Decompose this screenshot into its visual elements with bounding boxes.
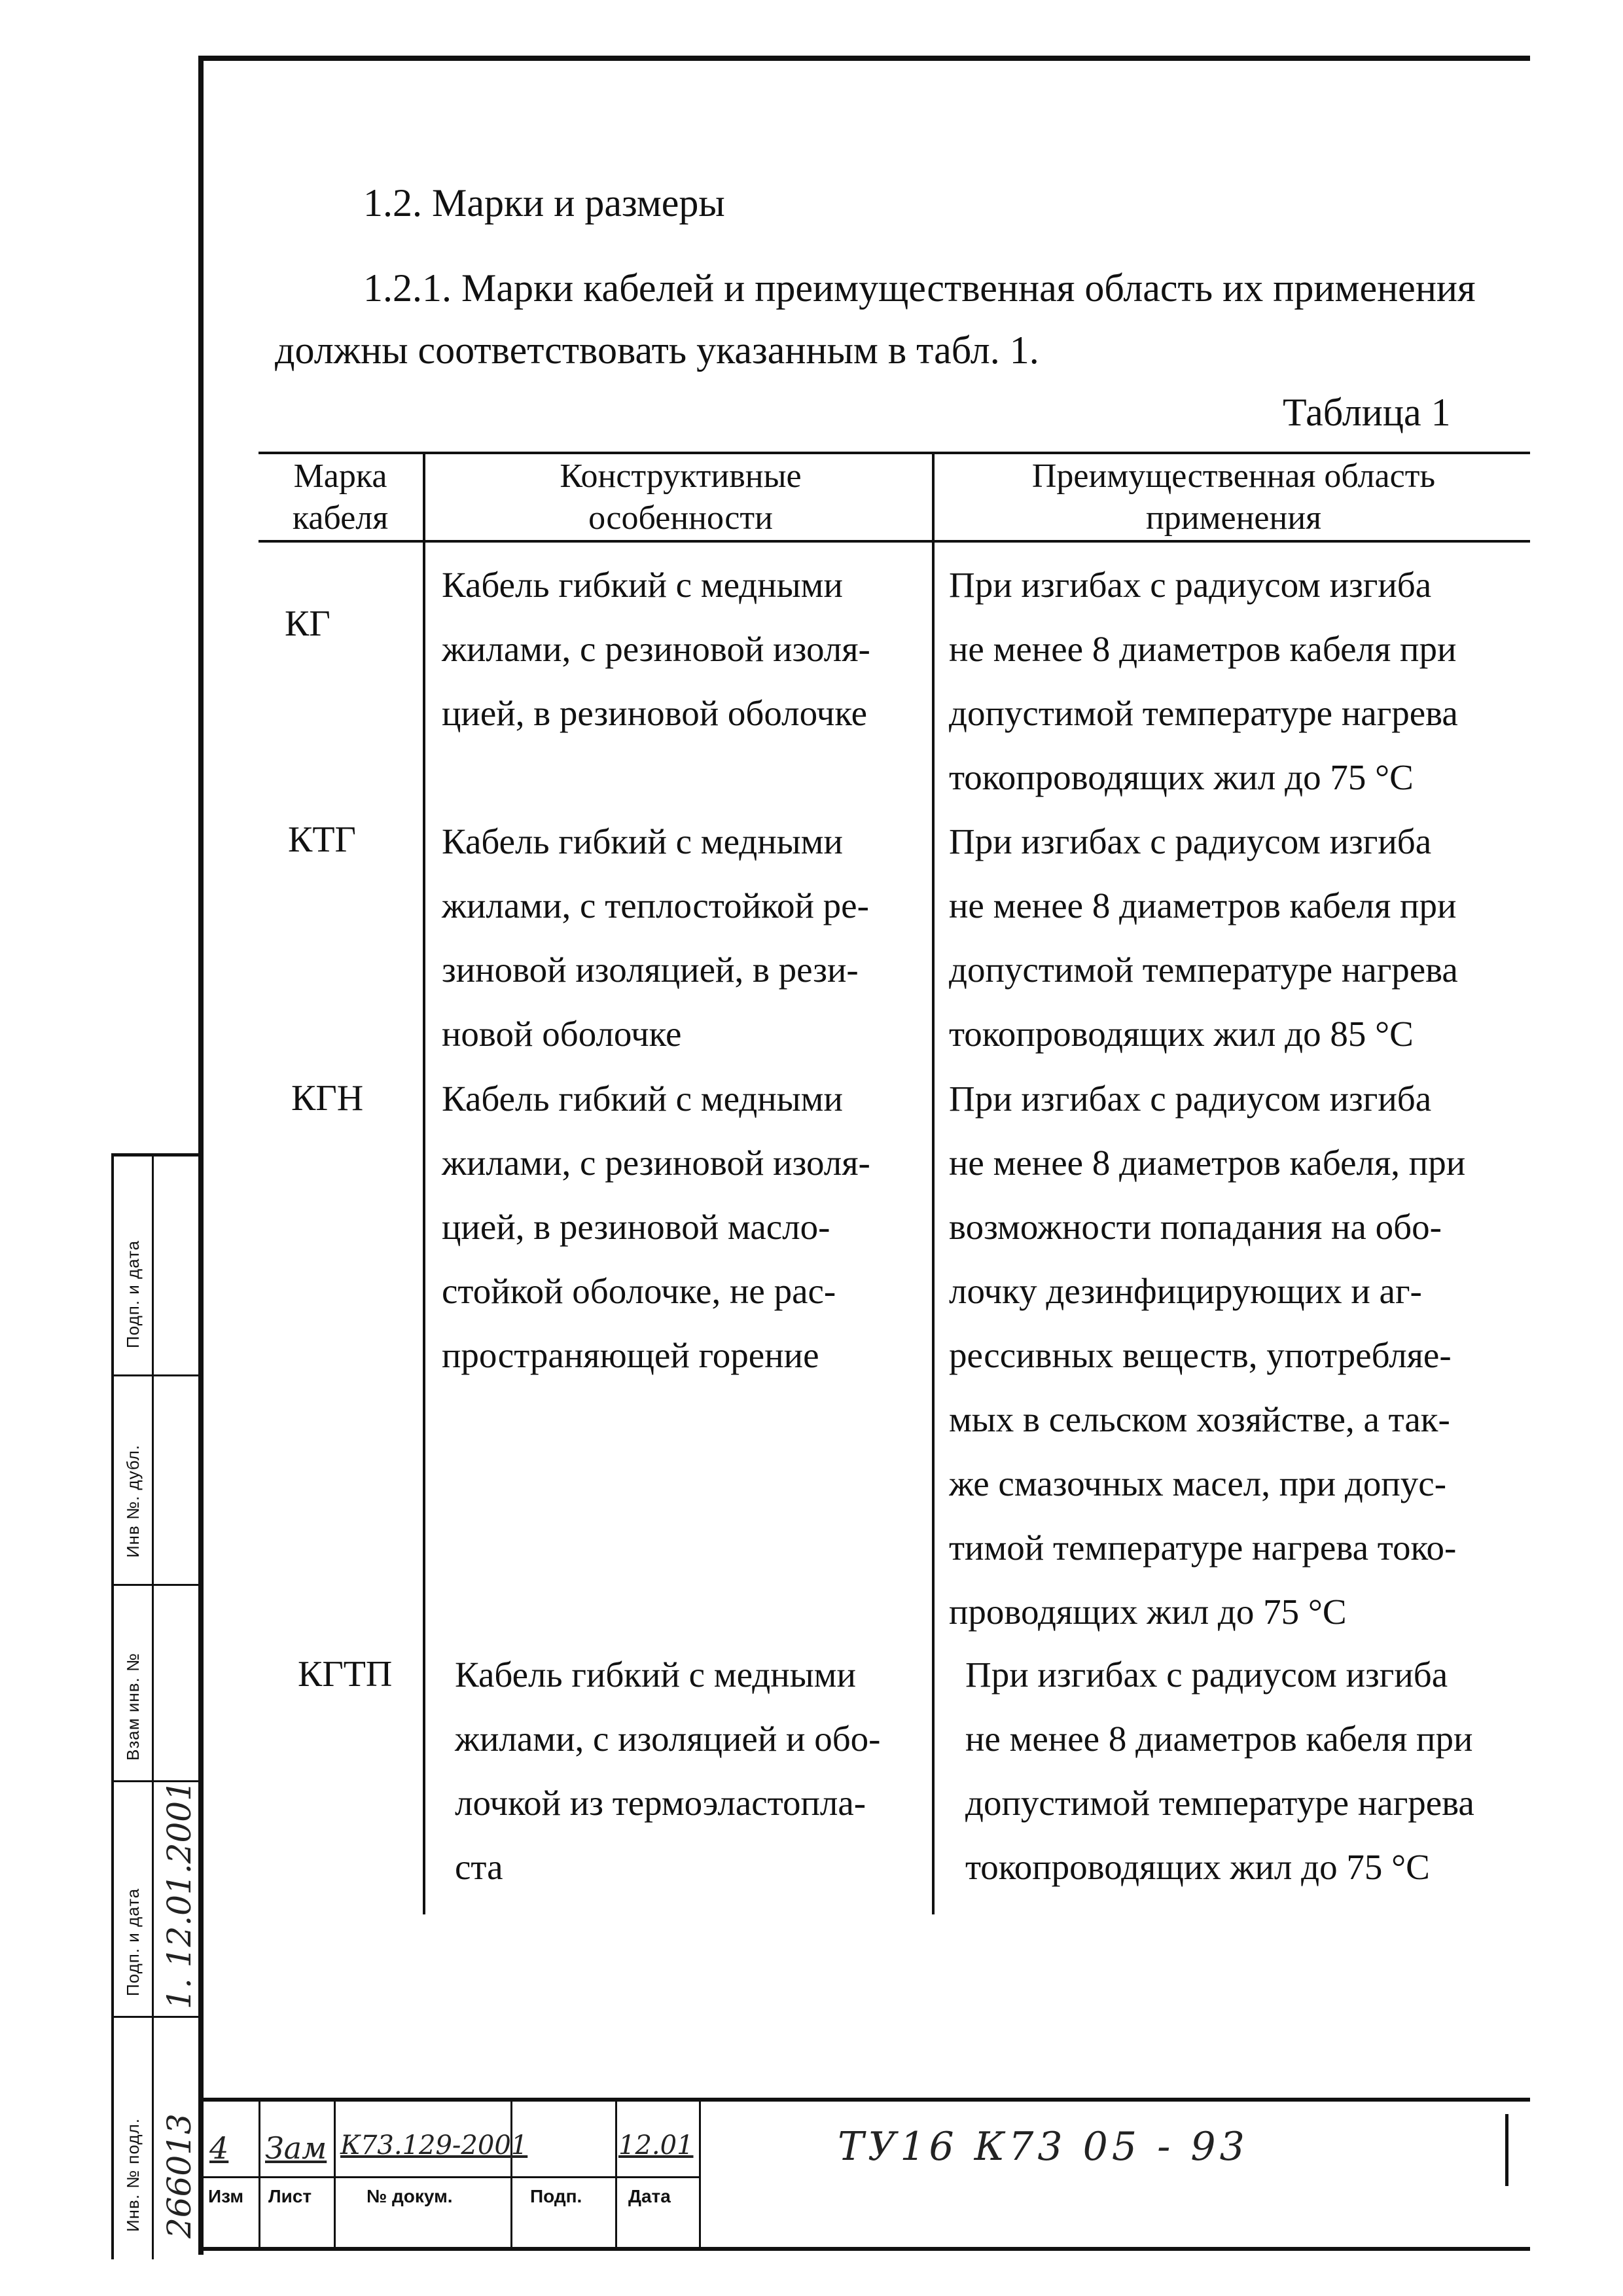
frame-top-border [198,56,1530,61]
header-design [432,456,929,539]
text-line: не менее 8 диаметров кабеля, при [949,1143,1466,1183]
sidebar-handwritten-inv: 266013 [160,2113,198,2238]
header-area-line: Преимущественная область [1031,457,1436,495]
stamp-mid-rule [204,2176,701,2178]
intro-paragraph-line-2: должны соответствовать указанным в табл. 1. [275,329,1039,372]
stamp-handwritten-doc: К73.129-2001 [340,2130,528,2161]
frame-bottom-border [198,2247,1530,2251]
row-area [965,1643,1531,1899]
sidebar-handwritten-date: 1. 12.01.2001 [160,1780,198,2009]
text-line: Кабель гибкий с медными [442,821,843,861]
text-line: не менее 8 диаметров кабеля при [949,886,1457,925]
text-line: тимой температуре нагрева токо- [949,1528,1457,1568]
text-line: Кабель гибкий с медными [442,1079,843,1119]
sidebar-divider [111,1374,204,1376]
stamp-handwritten-date: 12.01 [618,2130,694,2161]
sidebar-label: Подп. и дата [123,1240,143,1348]
sidebar-top-rule [111,1153,204,1157]
page-number-divider [1505,2114,1508,2186]
stamp-handwritten-sheet: Зам [265,2130,327,2166]
row-design [442,1067,929,1388]
text-line: жилами, с изоляцией и обо- [455,1719,881,1759]
sidebar-divider [111,1584,204,1586]
text-line: пространяющей горение [442,1335,819,1375]
row-mark: КТГ [288,819,356,860]
text-line: При изгибах с радиусом изгиба [965,1655,1448,1695]
header-mark-line: Марка [293,457,387,495]
text-line: лочкой из термоэластопла- [455,1783,866,1823]
stamp-top-rule [204,2098,1530,2102]
header-mark [262,456,419,539]
row-area [949,810,1531,1066]
section-title: 1.2. Марки и размеры [363,181,725,224]
text-line: Кабель гибкий с медными [455,1655,856,1695]
row-design [442,810,929,1066]
text-line: не менее 8 диаметров кабеля при [965,1719,1473,1759]
row-mark: КГ [285,603,330,644]
stamp-divider [334,2098,336,2248]
table-top-rule [259,452,1530,454]
text-line: токопроводящих жил до 85 °С [949,1014,1414,1054]
sidebar-left-rule [111,1153,114,2259]
text-line: допустимой температуре нагрева [949,950,1458,990]
text-line: цией, в резиновой масло- [442,1207,830,1247]
text-line: возможности попадания на обо- [949,1207,1442,1247]
sidebar-mid-rule [152,1153,154,2259]
text-line: же смазочных масел, при допус- [949,1463,1447,1503]
header-area [939,456,1528,539]
row-area [949,553,1531,810]
stamp-label-doc: № докум. [366,2186,453,2206]
text-line: Кабель гибкий с медными [442,565,843,605]
sidebar-divider [111,2016,204,2018]
text-line: При изгибах с радиусом изгиба [949,821,1432,861]
row-mark: КГТП [298,1654,393,1695]
stamp-label-sign: Подп. [530,2186,582,2206]
stamp-divider [699,2098,701,2248]
table-header-rule [259,540,1530,543]
text-line: ста [455,1847,503,1887]
text-line: жилами, с резиновой изоля- [442,629,870,669]
intro-paragraph-line-1: 1.2.1. Марки кабелей и преимущественная область их применения [363,266,1476,310]
stamp-divider [510,2098,512,2248]
sidebar-label: Подп. и дата [123,1888,143,1996]
row-mark: КГН [291,1078,364,1119]
document-code: ТУ16 К73 05 - 93 [838,2124,1249,2170]
header-design-line: Конструктивные [560,457,802,495]
text-line: стойкой оболочке, не рас- [442,1271,836,1311]
header-mark-line: кабеля [292,499,389,537]
stamp-label-sheet: Лист [268,2186,312,2206]
text-line: токопроводящих жил до 75 °С [949,757,1414,797]
header-area-line: применения [1145,499,1322,537]
text-line: При изгибах с радиусом изгиба [949,1079,1432,1119]
text-line: мых в сельском хозяйстве, а так- [949,1399,1450,1439]
text-line: жилами, с теплостойкой ре- [442,886,869,925]
row-design [455,1643,942,1899]
text-line: зиновой изоляцией, в рези- [442,950,859,990]
text-line: токопроводящих жил до 75 °С [965,1847,1430,1887]
table-caption: Таблица 1 [1283,391,1451,434]
stamp-divider [259,2098,260,2248]
sidebar-label: Инв №. дубл. [123,1444,143,1558]
stamp-divider [615,2098,617,2248]
sidebar-label: Инв. № подл. [123,2118,143,2232]
text-line: допустимой температуре нагрева [965,1783,1474,1823]
sidebar-label: Взам инв. № [123,1653,143,1761]
row-design [442,553,929,745]
stamp-label-change: Изм [208,2186,244,2206]
stamp-handwritten-change: 4 [209,2130,229,2166]
text-line: рессивных веществ, употребляе- [949,1335,1452,1375]
text-line: допустимой температуре нагрева [949,693,1458,733]
text-line: лочку дезинфицирующих и аг- [949,1271,1422,1311]
header-design-line: особенности [588,499,773,537]
text-line: не менее 8 диаметров кабеля при [949,629,1457,669]
row-area [949,1067,1531,1644]
text-line: При изгибах с радиусом изгиба [949,565,1432,605]
text-line: жилами, с резиновой изоля- [442,1143,870,1183]
text-line: проводящих жил до 75 °С [949,1592,1347,1632]
text-line: новой оболочке [442,1014,682,1054]
table-column-divider-1 [423,452,425,1914]
text-line: цией, в резиновой оболочке [442,693,868,733]
stamp-label-date: Дата [628,2186,671,2206]
